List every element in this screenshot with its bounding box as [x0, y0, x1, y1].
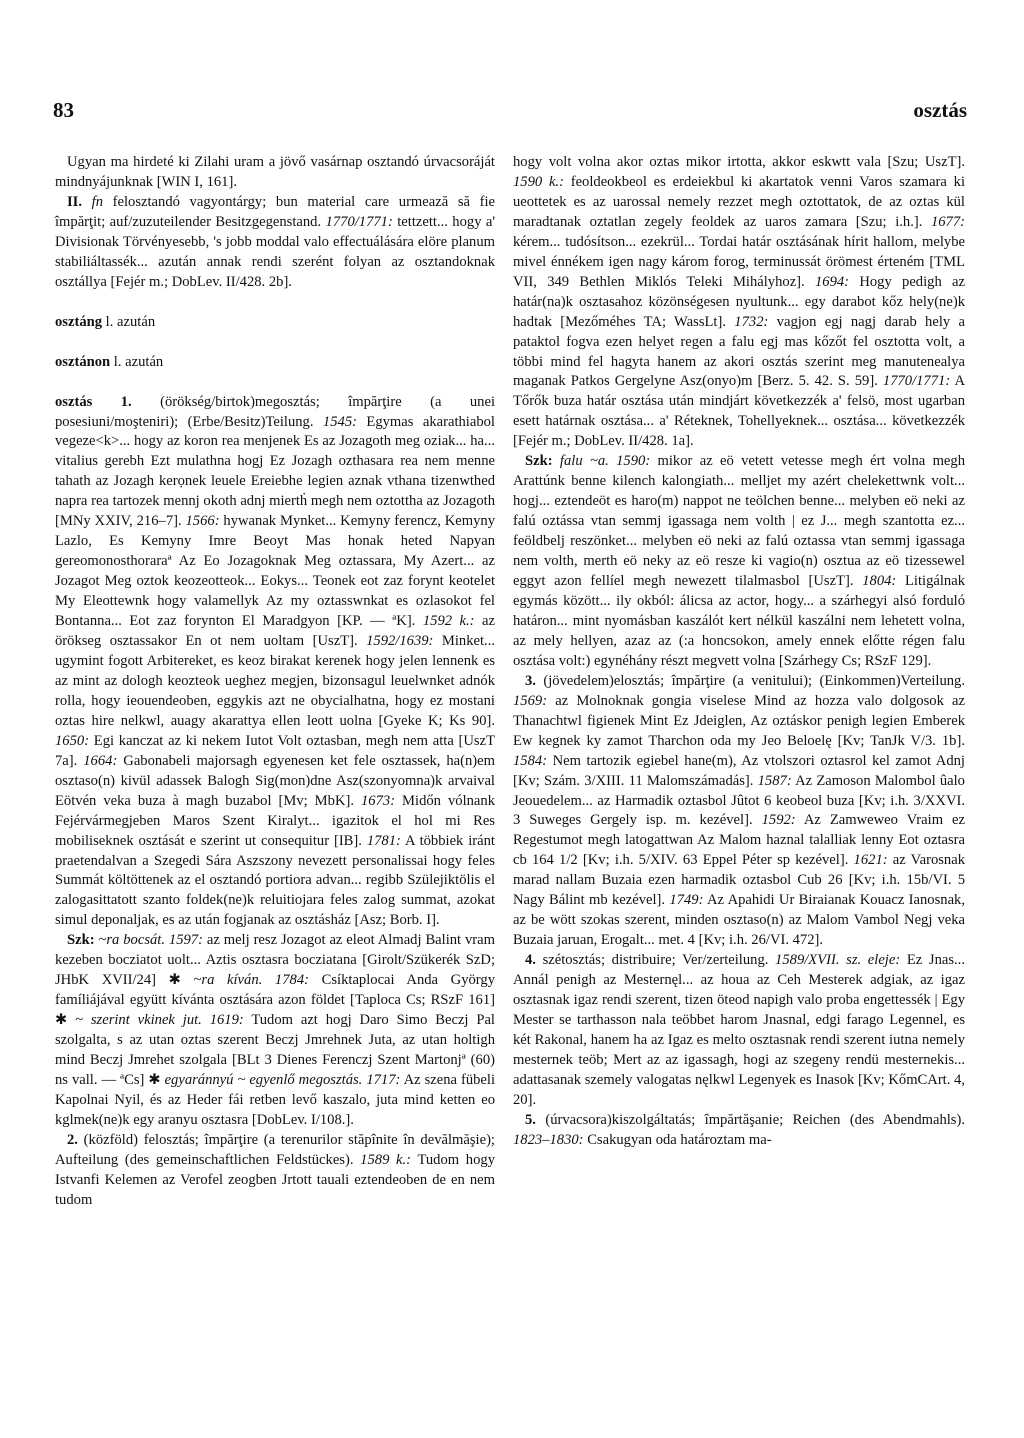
phrases-szk: Szk: ~ra bocsát. 1597: az melj resz Jozagot az eleot Almadj Balint vram kezeben bocziatot uolt... Aztis osztasra bocziatana [Girolt/Szükerék SzD; JHbK XVII/24] ✱ ~ra kíván. 1784: Csíktaplocai Anda György famíliájával együtt kívánta osztására azon földet [Taploca Cs; RSzF 161] ✱ ~ szerint vkinek jut. 1619: Tudom azt hogj Daro Simo Beczj Pal szolgalta, s az utan oztas szerent Beczj Jmrehnek Juta, az utan holtigh mind Beczj Jmrehet szolgala [BLt 3 Dienes Ferenczj Szent Martonjª (60) ns vall. — ªCs] ✱ egyaránnyú ~ egyenlő megosztás. 1717: Az szena fübeli Kapolnai Nyil, és az Heder fái retben levő kaszalo, juta mind ketten eo kglmek(ne)k egy aranyu osztasra [DobLev. I/108.]. — [55, 932, 496, 1128]
left-column — [55, 153, 495, 1211]
entry-continuation: Ugyan ma hirdeté ki Zilahi uram a jövő vasárnap osztandó úrvacsoráját mindnyájunknak [WIN I, 161]. — [55, 154, 495, 190]
running-title: osztás — [913, 98, 967, 122]
entry-osztang: osztáng l. azután — [55, 313, 156, 330]
sense-5: 5. (úrvacsora)kiszolgáltatás; împărtăşanie; Reichen (des Abendmahls). 1823–1830: Csakugyan oda határoztam ma- — [513, 1111, 965, 1148]
sense-2-continuation: hogy volt volna akor oztas mikor irtotta, akkor eskwtt vala [Szu; UszT]. 1590 k.: feoldeokbeol es erdeiekbul ki akartatok venni Varos szamara ki ueottetek es az uarossal nemely rezzet megh oztottatok, de az oztas kül maradtanak oztatlan zegely feoldek az uaros zamara [Szu; i.h.]. 1677: kérem... tudósítson... ezekrül... Tordai határ osztásának hírit hallom, melybe mivel énnékem igen nagy károm forog, terminussát örömest érteném [TML VII, 349 Bethlen Miklós Teleki Mihályhoz]. 1694: Hogy pedigh az határ(na)k osztasahoz közönségesen nyultunk... egy darabot kőz hely(ne)k hadtak [Mezőméhes TA; WassLt]. 1732: vagjon egj nagj darab hely a pataktol fogva ezen helyet regen a falu egj mas kőzőt fel osztotta volt, a többi mind fel hagyta hanem az akori osztás szerint meg manutenealya maganak Patkos Gergelyne Asz(onyo)m [Berz. 5. 42. S. 59]. 1770/1771: A Tőrők buza határ osztása után mindjárt következzék a' felsö, most ugarban esett határnak osztása... a' Réteknek, Tohellyeknek... osztása... következzék [Fejér m.; DobLev. II/428. 1a]. — [513, 154, 966, 450]
page-number: 83 — [53, 98, 74, 122]
sense-3: 3. (jövedelem)elosztás; împărţire (a venitului); (Einkommen)Verteilung. 1569: az Molnoknak gongia viselese Mind az hozza valo dolgosok az Thanachtwl figienek Mint Ez Jdeiglen, Az oztáskor penigh legien Emberek Ew kegnek ky zamot Tharchon oda my Jeo Beloelę [Kv; TanJk V/3. 1b]. 1584: Nem tartozik egiebel hane(m), Az vtolszori oztasrol kel zamot Adnj [Kv; Szám. 3/XIII. 11 Malomszámadás]. 1587: Az Zamoson Malombol ûalo Jeouedelem... az Harmadik oztasbol Jûtot 6 keobeol buza [Kv; i.h. 3/XXVI. 3 Suweges Gergely isp. m. kezével]. 1592: Az Zamweweo Vraim ez Regestumot megh latogattwan Az Malom haznal talalliak lenny Eot oztasra cb 164 1/2 [Kv; i.h. 5/XIV. 63 Eppel Péter sp kezével]. 1621: az Varosnak marad nallam Buzaia ezen harmadik oztasbol Cub 26 [Kv; i.h. 15b/VI. 5 Nagy Bálint mb kezével]. 1749: Az Apahidi Ur Biraianak Kouacz Ianosnak, az be wött szokas szerent, minden osztaso(n) az Malom Vambol Negj veka Buzaia jaruan, Erogalt... met. 4 [Kv; i.h. 26/VI. 472]. — [513, 672, 966, 949]
entry-osztas-sense-1: osztás 1. (örökség/birtok)megosztás; împărţire (a unei posesiuni/moşteniri); (Erbe/Besitz)Teilung. 1545: Egymas akarathiabol vegeze<k>... hogy az koron rea menjenek Es az Jozagoth meg oziak... ha... vitalius gerebh Ezt mulathna hogj Ez Jozagh ozthasara rea nem menne tahath az Jozagh kerọnek leuele Ereiebhe legien aznak vthana tizenwthed napra rea tartozek mennj okoth adnj miertḣ megh nem oztottha az Jozagoth [MNy XXIV, 216–7]. 1566: hywanak Mynket... Kemyny ferencz, Kemyny Lazlo, Es Kemyny Imre Beoyt Mas honak heted Napyan gereomonosthoraraª Az Eo Jozagoknak Meg oztassara, My Azert... az Jozagot Meg oztok keozeotteok... Eokys... Teonek eot zaz forynt keotelet My Eleottewnk hogy valamellyk Az my oztasswnkat es ozlasokot fel Bontanna... Eot zaz forynton El Maradgyon [KP. — ªK]. 1592 k.: az örökseg osztassakor En ot nem uoltam [UszT]. 1592/1639: Minket... ugymint fogott Arbitereket, es keoz birakat kerenek hogy jelen lennenk es az mint az dologh keozteok ueghez megjen, bizonsagul leuelwnket adnók rolla, hogy ieouendeoben, eggykis azt ne obycialhatna, hogy ez mostani oztas hire nelkwl, auagy akarattya ellen leott uolna [Gyeke K; Ks 90]. 1650: Egi kanczat az ki nekem Iutot Volt oztasban, megh nem atta [UszT 7a]. 1664: Gabonabeli majorsagh egyenesen ket fele osztassek, ha(n)em osztaso(n) kivül adassek Balogh Sig(mon)dne Asz(szonyomna)k arvaival Eötvén veka buza à magh buzabol [Mv; MbK]. 1673: Midőn vólnank Fejérvármegjeben Maros Szent Kiralyt... igazitok el hol mi Res mobiliseknek osztását e szerint ut consequitur [IB]. 1781: A többiek iránt praetendalvan a Szegedi Sára Aszszony nevezett personalissai hogy feles Summát költöttenek az el osztandó portiora advan... regibb Szülejiktölis el zalogasittatott szanto foldek(ne)k reluitiojara feles zalog summat, azokat simul deponaljak, es az után fogjanak az osztásház [Asz; Borb. I]. — [55, 393, 495, 929]
sense-4: 4. szétosztás; distribuire; Ver/zerteilung. 1589/XVII. sz. eleje: Ez Jnas... Annál penigh az Mesternęl... az houa az Ceh Mesterek adgiak, az igaz osztasnak igaz rendi szerent, tizen öteod napigh valo proba engettessék | Egy Mester se tarthasson nala teöbbet harom Jnasnal, edgi farago Legennel, es két Rakonal, hanem ha az Igaz es melto osztasnak rendi szerent iutna nemely mesternek teöb; Mert az az igassagh, hogi az szegeny rendü mesternekis... adattasanak szemely valogatas nęlkwl Legenyek es Inasok [Kv; KőmCArt. 4, 20]. — [513, 952, 965, 1108]
sense-ii: II. fn felosztandó vagyontárgy; bun material care urmează să fie împărţit; auf/zuzuteilender Besitzgegenstand. 1770/1771: tettzett... hogy a' Divisionak Törvényesebb, 's jobb moddal valo effectuálására elöre planum stabiliáltassék... azután annak rendi szerént folyan az osztandoknak osztállya [Fejér m.; DobLev. II/428. 2b]. — [55, 193, 495, 290]
sense-2: 2. (közföld) felosztás; împărţire (a terenurilor stăpînite în devălmăşie); Aufteilung (des gemeinschaftlichen Feldstückes). 1589 k.: Tudom hogy Istvanfi Kelemen az Verofel zeogben Jrtott tauali eztendeoben de en nem tudom — [55, 1131, 495, 1208]
right-column — [513, 153, 965, 1151]
running-head — [53, 98, 967, 123]
entry-osztanon: osztánon l. azután — [55, 353, 164, 370]
phrases-szk-2: Szk: falu ~a. 1590: mikor az eö vetett vetesse megh ért volna megh Arattúnk benne kilench kalongiath... melljet my azért chelekettwnk volt... hogj... eztendeöt es haro(m) nappot ne teölchen benne... melyben eö neki az falú oztássa vtan semmj igassaga nem volth | ez J... megh szantotta ez... feöldbelj reszönket... melyben eö neki az falú oztassa vtan semmj igassaga nem volth, merth eö neky az eö resze ki vagio(n) osztua az eö tizessewel eggyt azon fellíel megh newezett tilalmasbol [UszT]. 1804: Litigálnak egymás között... ily okból: álicsa az actor, hogy... a szárhegyi alsó forduló határon... mint nyomásban kaszálót kert nélkül kaszálni nem lehetett volna, az mely hellyen, azaz az (:a honcsokon, amely ennek előtte régen falu osztása volt:) egynéhány részt megvett volna [Szárhegy Cs; RSzF 129]. — [513, 453, 965, 669]
